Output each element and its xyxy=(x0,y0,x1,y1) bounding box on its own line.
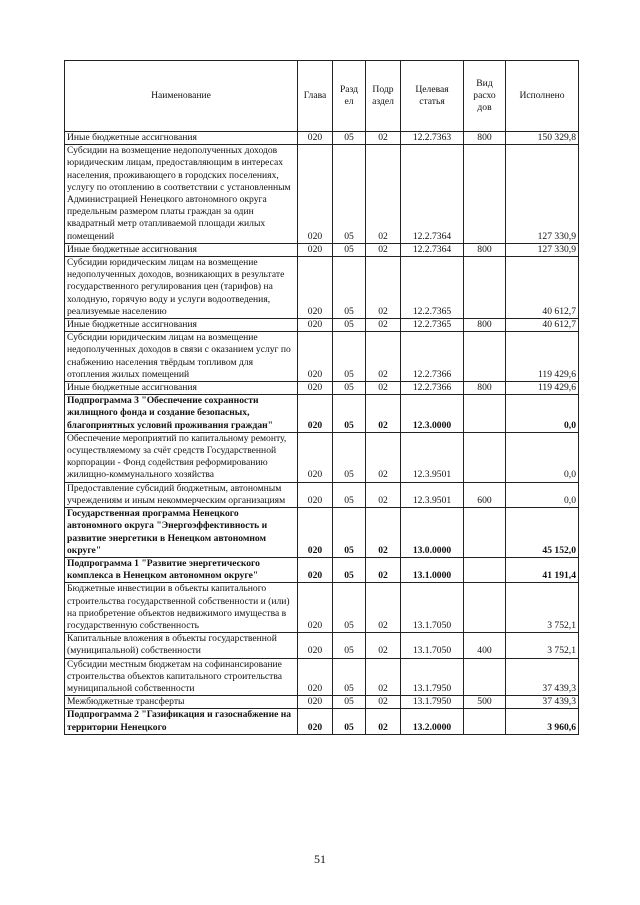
row-target: 13.1.7050 xyxy=(401,633,464,658)
row-amount: 3 752,1 xyxy=(506,633,579,658)
row-expense-type xyxy=(464,508,506,558)
row-expense-type xyxy=(464,145,506,244)
row-section: 05 xyxy=(333,432,366,482)
row-target: 13.1.0000 xyxy=(401,557,464,582)
table-row xyxy=(65,658,579,696)
row-expense-type: 500 xyxy=(464,696,506,709)
row-expense-type: 800 xyxy=(464,319,506,332)
row-amount: 37 439,3 xyxy=(506,696,579,709)
row-target: 13.1.7950 xyxy=(401,696,464,709)
row-target: 12.3.9501 xyxy=(401,432,464,482)
row-subsection: 02 xyxy=(366,395,401,433)
row-chapter: 020 xyxy=(298,145,333,244)
row-target: 12.2.7365 xyxy=(401,257,464,319)
header-executed: Исполнено xyxy=(506,61,579,132)
table-row xyxy=(65,482,579,507)
row-section: 05 xyxy=(333,482,366,507)
row-amount: 119 429,6 xyxy=(506,382,579,395)
row-name: Предоставление субсидий бюджетным, автономным учреждениям и иным некоммерческим организациям xyxy=(65,482,298,507)
row-section: 05 xyxy=(333,332,366,382)
row-section: 05 xyxy=(333,696,366,709)
row-expense-type xyxy=(464,432,506,482)
row-chapter: 020 xyxy=(298,482,333,507)
row-subsection: 02 xyxy=(366,132,401,145)
row-subsection: 02 xyxy=(366,432,401,482)
row-amount: 37 439,3 xyxy=(506,658,579,696)
row-target: 12.3.9501 xyxy=(401,482,464,507)
row-subsection: 02 xyxy=(366,508,401,558)
row-subsection: 02 xyxy=(366,557,401,582)
row-section: 05 xyxy=(333,709,366,734)
row-section: 05 xyxy=(333,508,366,558)
row-name: Государственная программа Ненецкого автономного округа "Энергоэффективность и развитие энергетики в Ненецком автономном округе" xyxy=(65,508,298,558)
row-subsection: 02 xyxy=(366,319,401,332)
row-name: Капитальные вложения в объекты государственной (муниципальной) собственности xyxy=(65,633,298,658)
row-subsection: 02 xyxy=(366,243,401,256)
row-section: 05 xyxy=(333,382,366,395)
row-expense-type xyxy=(464,583,506,633)
row-name: Субсидии местным бюджетам на софинансирование строительства объектов капитального строительства муниципальной собственности xyxy=(65,658,298,696)
row-name: Субсидии юридическим лицам на возмещение недополученных доходов, возникающих в результате государственного регулирования цен (тарифов) на холодную, горячую воду и услуги водоотведения, реализуемые населению xyxy=(65,257,298,319)
row-amount: 127 330,9 xyxy=(506,243,579,256)
row-expense-type: 800 xyxy=(464,243,506,256)
row-subsection: 02 xyxy=(366,583,401,633)
row-section: 05 xyxy=(333,145,366,244)
row-target: 12.2.7366 xyxy=(401,332,464,382)
row-expense-type xyxy=(464,332,506,382)
table-row xyxy=(65,332,579,382)
row-subsection: 02 xyxy=(366,145,401,244)
row-chapter: 020 xyxy=(298,243,333,256)
row-chapter: 020 xyxy=(298,319,333,332)
row-section: 05 xyxy=(333,557,366,582)
row-chapter: 020 xyxy=(298,432,333,482)
row-amount: 0,0 xyxy=(506,482,579,507)
row-target: 12.2.7364 xyxy=(401,243,464,256)
row-subsection: 02 xyxy=(366,696,401,709)
table-row xyxy=(65,382,579,395)
header-chapter: Глава xyxy=(298,61,333,132)
header-name: Наименование xyxy=(65,61,298,132)
row-expense-type: 600 xyxy=(464,482,506,507)
row-name: Субсидии на возмещение недополученных доходов юридическим лицам, предоставляющим в интересах населения, проживающего в городских поселениях, услугу по отоплению в соответствии с установленным Администрацией Ненецкого автономного округа предельным размером платы граждан за один квадратный метр отапливаемой площади жилых помещений xyxy=(65,145,298,244)
row-name: Иные бюджетные ассигнования xyxy=(65,319,298,332)
row-name: Бюджетные инвестиции в объекты капитального строительства государственной собственности и (или) на приобретение объектов недвижимого имущества в государственную собственность xyxy=(65,583,298,633)
row-target: 13.2.0000 xyxy=(401,709,464,734)
row-amount: 41 191,4 xyxy=(506,557,579,582)
row-subsection: 02 xyxy=(366,482,401,507)
row-target: 12.2.7366 xyxy=(401,382,464,395)
row-chapter: 020 xyxy=(298,557,333,582)
row-target: 13.1.7050 xyxy=(401,583,464,633)
row-chapter: 020 xyxy=(298,132,333,145)
row-chapter: 020 xyxy=(298,257,333,319)
row-target: 13.1.7950 xyxy=(401,658,464,696)
row-name: Иные бюджетные ассигнования xyxy=(65,132,298,145)
row-name: Субсидии юридическим лицам на возмещение недополученных доходов в связи с оказанием услуг по снабжению населения твёрдым топливом для отопления жилых помещений xyxy=(65,332,298,382)
row-expense-type xyxy=(464,658,506,696)
header-section: Разд ел xyxy=(333,61,366,132)
row-section: 05 xyxy=(333,395,366,433)
row-expense-type: 800 xyxy=(464,132,506,145)
row-target: 12.2.7364 xyxy=(401,145,464,244)
row-amount: 0,0 xyxy=(506,432,579,482)
header-expense-type: Вид расхо дов xyxy=(464,61,506,132)
row-chapter: 020 xyxy=(298,709,333,734)
row-target: 12.3.0000 xyxy=(401,395,464,433)
row-name: Иные бюджетные ассигнования xyxy=(65,243,298,256)
row-name: Подпрограмма 1 "Развитие энергетического комплекса в Ненецком автономном округе" xyxy=(65,557,298,582)
row-target: 12.2.7363 xyxy=(401,132,464,145)
row-expense-type: 800 xyxy=(464,382,506,395)
row-subsection: 02 xyxy=(366,257,401,319)
row-target: 13.0.0000 xyxy=(401,508,464,558)
table-row xyxy=(65,432,579,482)
header-subsection: Подр аздел xyxy=(366,61,401,132)
table-row xyxy=(65,319,579,332)
row-amount: 3 752,1 xyxy=(506,583,579,633)
table-row xyxy=(65,583,579,633)
row-subsection: 02 xyxy=(366,658,401,696)
table-header xyxy=(65,61,579,132)
table-row xyxy=(65,557,579,582)
table-row xyxy=(65,243,579,256)
row-section: 05 xyxy=(333,257,366,319)
row-chapter: 020 xyxy=(298,332,333,382)
row-expense-type xyxy=(464,709,506,734)
row-chapter: 020 xyxy=(298,696,333,709)
row-amount: 40 612,7 xyxy=(506,257,579,319)
table-row xyxy=(65,508,579,558)
row-chapter: 020 xyxy=(298,633,333,658)
row-section: 05 xyxy=(333,583,366,633)
page-number: 51 xyxy=(314,852,326,866)
row-subsection: 02 xyxy=(366,332,401,382)
row-subsection: 02 xyxy=(366,633,401,658)
header-target: Целевая статья xyxy=(401,61,464,132)
row-expense-type xyxy=(464,257,506,319)
row-chapter: 020 xyxy=(298,583,333,633)
row-amount: 45 152,0 xyxy=(506,508,579,558)
row-expense-type xyxy=(464,395,506,433)
row-target: 12.2.7365 xyxy=(401,319,464,332)
row-name: Иные бюджетные ассигнования xyxy=(65,382,298,395)
row-name: Межбюджетные трансферты xyxy=(65,696,298,709)
table-row xyxy=(65,132,579,145)
row-name: Подпрограмма 3 "Обеспечение сохранности жилищного фонда и создание безопасных, благоприятных условий проживания граждан" xyxy=(65,395,298,433)
row-section: 05 xyxy=(333,319,366,332)
row-amount: 150 329,8 xyxy=(506,132,579,145)
row-section: 05 xyxy=(333,633,366,658)
row-chapter: 020 xyxy=(298,382,333,395)
row-section: 05 xyxy=(333,658,366,696)
row-section: 05 xyxy=(333,243,366,256)
row-amount: 127 330,9 xyxy=(506,145,579,244)
row-expense-type xyxy=(464,557,506,582)
row-name: Подпрограмма 2 "Газификация и газоснабжение на территории Ненецкого xyxy=(65,709,298,734)
table-row xyxy=(65,709,579,734)
table-body xyxy=(65,132,579,735)
row-amount: 40 612,7 xyxy=(506,319,579,332)
table-row xyxy=(65,395,579,433)
table-row xyxy=(65,257,579,319)
table-row xyxy=(65,633,579,658)
row-chapter: 020 xyxy=(298,658,333,696)
table-row xyxy=(65,696,579,709)
budget-table xyxy=(64,60,579,735)
row-chapter: 020 xyxy=(298,508,333,558)
row-amount: 0,0 xyxy=(506,395,579,433)
row-section: 05 xyxy=(333,132,366,145)
row-subsection: 02 xyxy=(366,382,401,395)
row-amount: 119 429,6 xyxy=(506,332,579,382)
table-row xyxy=(65,145,579,244)
row-name: Обеспечение мероприятий по капитальному ремонту, осуществляемому за счёт средств Государственной корпорации - Фонд содействия реформированию жилищно-коммунального хозяйства xyxy=(65,432,298,482)
row-subsection: 02 xyxy=(366,709,401,734)
row-amount: 3 960,6 xyxy=(506,709,579,734)
row-expense-type: 400 xyxy=(464,633,506,658)
row-chapter: 020 xyxy=(298,395,333,433)
